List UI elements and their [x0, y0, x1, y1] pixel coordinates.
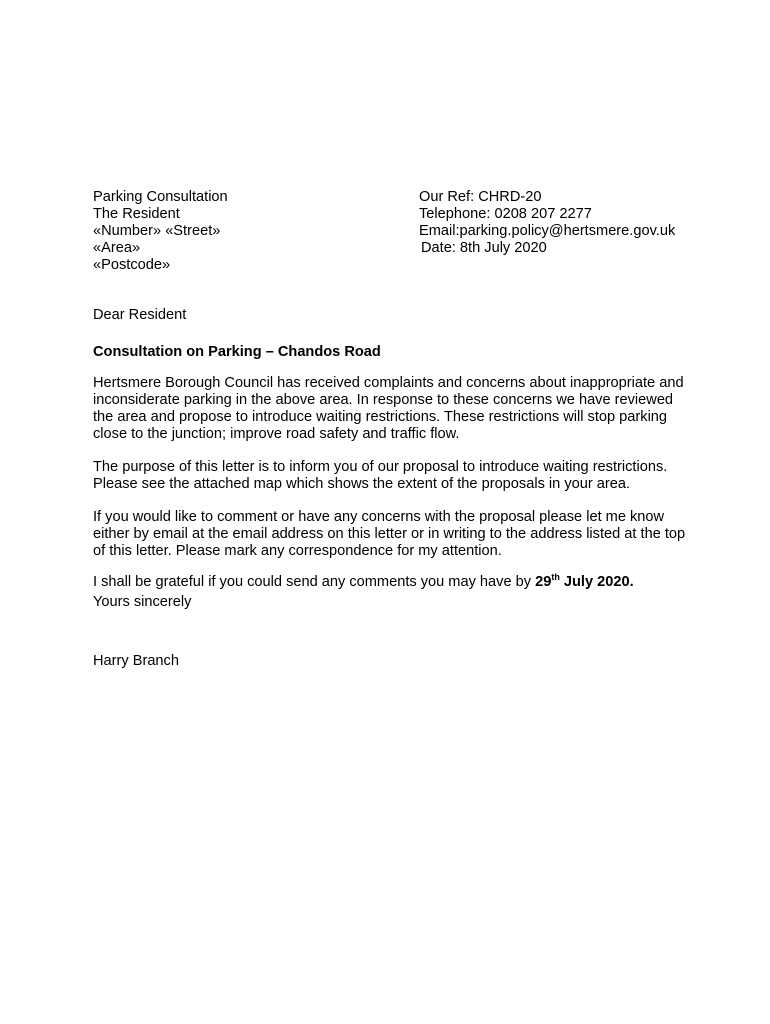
salutation: Dear Resident [93, 307, 187, 323]
subject-heading: Consultation on Parking – Chandos Road [93, 344, 381, 360]
recipient-line-3: «Number» «Street» [93, 223, 221, 239]
paragraph-deadline [93, 574, 733, 591]
reference-block [419, 189, 749, 257]
paragraph-line: Please see the attached map which shows the extent of the proposals in your area. [93, 476, 631, 492]
paragraph-line: either by email at the email address on this letter or in writing to the address listed at the top [93, 526, 686, 542]
recipient-line-1: Parking Consultation [93, 189, 228, 205]
signatory-name: Harry Branch [93, 653, 179, 669]
deadline-day: 29 [535, 574, 552, 590]
paragraph-line: The purpose of this letter is to inform you of our proposal to introduce waiting restrictions. [93, 459, 668, 475]
our-ref: Our Ref: CHRD-20 [419, 189, 542, 205]
paragraph-comments [93, 509, 733, 560]
telephone: Telephone: 0208 207 2277 [419, 206, 592, 222]
paragraph-purpose [93, 459, 733, 493]
deadline-month-year: July 2020. [559, 574, 634, 590]
deadline-day-suffix: th [551, 572, 560, 582]
deadline-sentence: I shall be grateful if you could send any comments you may have by [93, 574, 536, 590]
closing: Yours sincerely [93, 594, 192, 610]
paragraph-line: If you would like to comment or have any concerns with the proposal please let me know [93, 509, 665, 525]
email-address: Email:parking.policy@hertsmere.gov.uk [419, 223, 676, 239]
recipient-line-5: «Postcode» [93, 257, 171, 273]
paragraph-complaints [93, 375, 733, 443]
paragraph-line: inconsiderate parking in the above area. In response to these concerns we have reviewed [93, 392, 674, 408]
letter-date: Date: 8th July 2020 [421, 240, 547, 256]
recipient-line-4: «Area» [93, 240, 141, 256]
paragraph-line: close to the junction; improve road safety and traffic flow. [93, 426, 460, 442]
paragraph-line: of this letter. Please mark any correspondence for my attention. [93, 543, 502, 559]
paragraph-line: Hertsmere Borough Council has received complaints and concerns about inappropriate and [93, 375, 684, 391]
paragraph-line: the area and propose to introduce waiting restrictions. These restrictions will stop parking [93, 409, 668, 425]
deadline-date [535, 574, 634, 590]
recipient-address-block [93, 189, 393, 274]
recipient-line-2: The Resident [93, 206, 180, 222]
